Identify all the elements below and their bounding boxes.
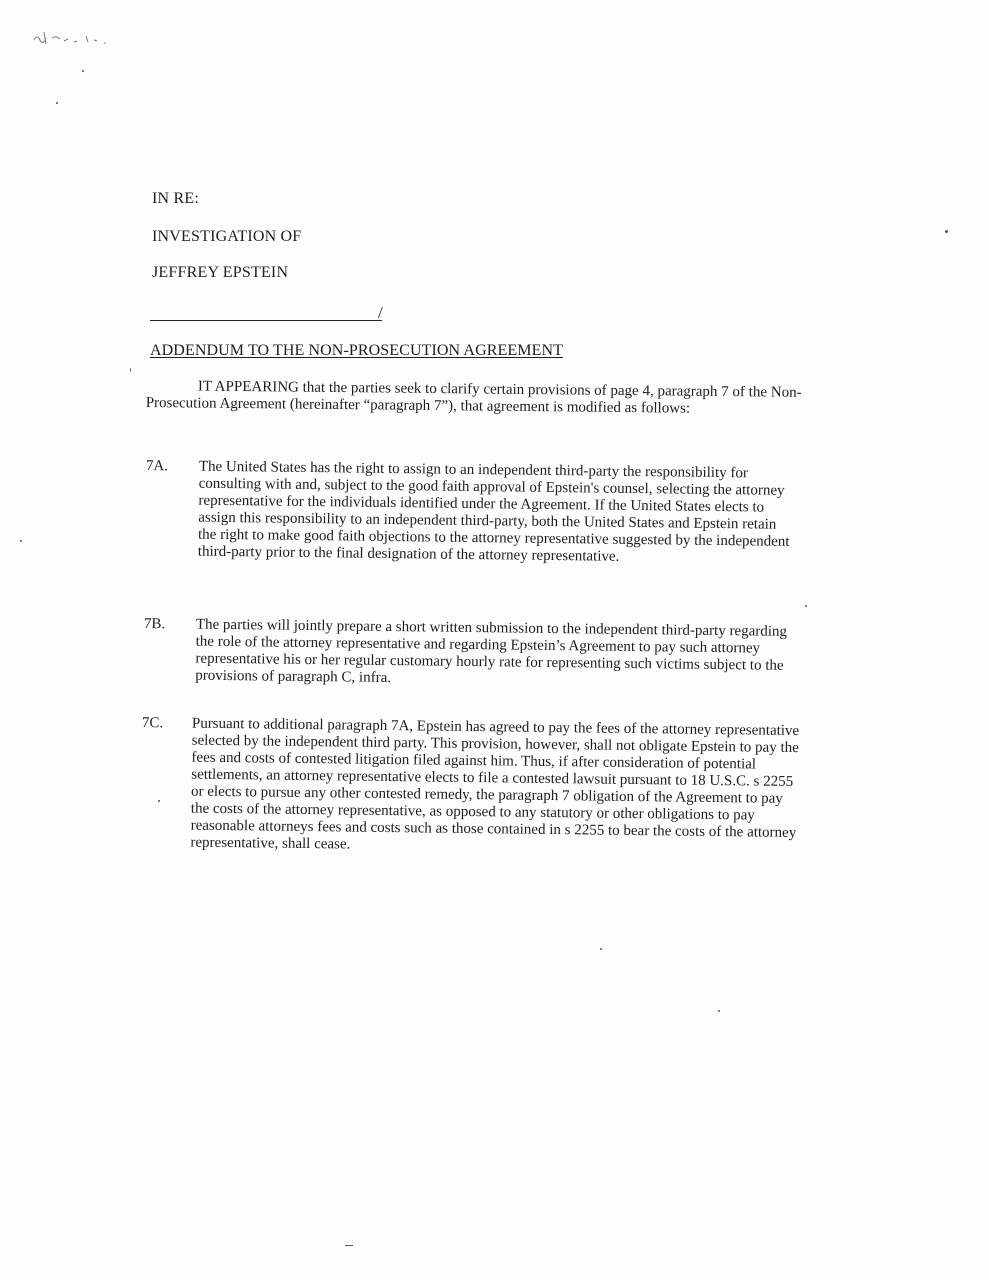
caption-name: JEFFREY EPSTEIN: [152, 264, 289, 281]
scan-speck: [718, 1010, 720, 1012]
scan-speck: [56, 102, 58, 104]
paragraph-text: The United States has the right to assign to an independent third-party the responsibility for consulting with and, subject to the good faith approval of Epstein's counsel, selecting the attorney representative for the individuals identified under the Agreement. If the United States elects to assign this responsibility to an independent third-party, both the United States and Epstein retain the right to make good faith objections to the attorney representative suggested by the independent third-party prior to the final designation of the attorney representative.: [197, 458, 790, 565]
caption-in-re: IN RE:: [152, 190, 199, 207]
scan-speck: [805, 605, 807, 607]
paragraph-7b: [143, 616, 804, 714]
caption-rule: [150, 320, 382, 321]
paragraph-number: 7B.: [143, 616, 166, 633]
intro-text: IT APPEARING that the parties seek to clarify certain provisions of page 4, paragraph 7 of the Non-Prosecution Agreement (hereinafter “paragraph 7”), that agreement is modified as follows:: [145, 378, 802, 417]
indent: [146, 390, 198, 391]
paragraph-7c: [140, 715, 806, 913]
paragraph-7a: [144, 458, 806, 606]
scan-speck: [130, 368, 131, 372]
scan-speck: [82, 70, 84, 72]
scan-speck: [945, 230, 948, 233]
document-heading: ADDENDUM TO THE NON-PROSECUTION AGREEMENT: [150, 342, 563, 359]
paragraph-text: Pursuant to additional paragraph 7A, Epstein has agreed to pay the fees of the attorney representative selected by the independent third party. This provision, however, shall not obligate Epstein to pay the fees and costs of contested litigation filed against him. Thus, if after consideration of potential settlements, an attorney representative elects to file a contested lawsuit pursuant to 18 U.S.C. s 2255 or elects to pursue any other contested remedy, the paragraph 7 obligation of the Agreement to pay the costs of the attorney representative, as opposed to any statutory or other obligations to pay reasonable attorneys fees and costs such as those contained in s 2255 to bear the costs of the attorney representative, shall cease.: [190, 715, 800, 853]
paragraph-text: The parties will jointly prepare a short written submission to the independent third-party regarding the role of the attorney representative and regarding Epstein’s Agreement to pay such attorney representative his or her regular customary hourly rate for representing such victims subject to the provisions of paragraph C, infra.: [195, 616, 788, 687]
caption-slash: /: [378, 303, 383, 322]
paragraph-number: 7C.: [141, 715, 164, 732]
caption-investigation-of: INVESTIGATION OF: [152, 228, 302, 245]
scan-artifact-mark: [30, 22, 120, 52]
scan-speck: [20, 540, 22, 542]
paragraph-number: 7A.: [145, 458, 169, 475]
intro-paragraph: [146, 378, 806, 419]
scan-speck: [600, 948, 602, 950]
scan-speck: [345, 1245, 353, 1246]
